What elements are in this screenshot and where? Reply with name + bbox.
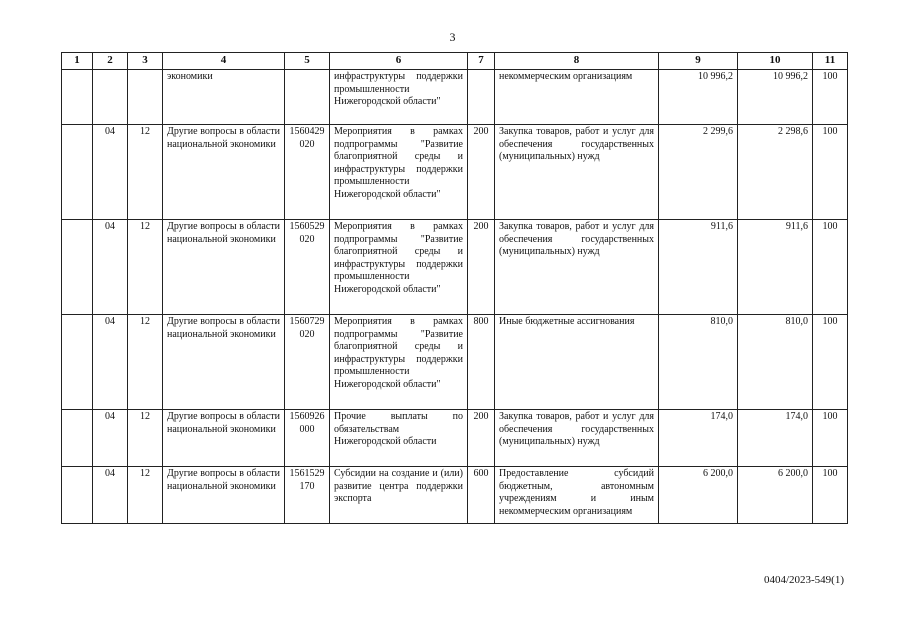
amount-planned-cell: 10 996,2: [659, 70, 738, 125]
page-number: 3: [449, 30, 456, 44]
amount-executed-cell: 810,0: [738, 315, 813, 410]
percent-cell: 100: [813, 315, 848, 410]
expense-type-name-cell: Иные бюджетные ассигнования: [495, 315, 659, 410]
section-cell: 04: [93, 410, 128, 467]
section-cell: 04: [93, 467, 128, 524]
expense-type-cell: [468, 70, 495, 125]
row-number-cell: [62, 220, 93, 315]
target-article-cell: 1560529020: [285, 220, 330, 315]
row-number-cell: [62, 410, 93, 467]
table-row: [62, 125, 848, 220]
expense-type-name-cell: Закупка товаров, работ и услуг для обеспечения государственных (муниципальных) нужд: [495, 220, 659, 315]
section-cell: 04: [93, 220, 128, 315]
column-header-2: 2: [93, 53, 128, 70]
section-name-cell: Другие вопросы в области национальной экономики: [163, 410, 285, 467]
column-header-7: 7: [468, 53, 495, 70]
article-name-cell: Мероприятия в рамках подпрограммы "Развитие благоприятной среды и инфраструктуры поддержки промышленности Нижегородской области": [330, 315, 468, 410]
subsection-cell: [128, 70, 163, 125]
row-number-cell: [62, 315, 93, 410]
amount-planned-cell: 911,6: [659, 220, 738, 315]
expense-type-cell: 200: [468, 125, 495, 220]
target-article-cell: [285, 70, 330, 125]
amount-planned-cell: 174,0: [659, 410, 738, 467]
expense-type-name-cell: Предоставление субсидий бюджетным, автономным учреждениям и иным некоммерческим организациям: [495, 467, 659, 524]
article-name-cell: Мероприятия в рамках подпрограммы "Развитие благоприятной среды и инфраструктуры поддержки промышленности Нижегородской области": [330, 220, 468, 315]
target-article-cell: 1561529170: [285, 467, 330, 524]
subsection-cell: 12: [128, 315, 163, 410]
percent-cell: 100: [813, 125, 848, 220]
expense-type-name-cell: Закупка товаров, работ и услуг для обеспечения государственных (муниципальных) нужд: [495, 410, 659, 467]
article-name-cell: Прочие выплаты по обязательствам Нижегородской области: [330, 410, 468, 467]
document-code: 0404/2023-549(1): [763, 574, 844, 586]
column-header-10: 10: [738, 53, 813, 70]
subsection-cell: 12: [128, 125, 163, 220]
target-article-cell: 1560729020: [285, 315, 330, 410]
amount-executed-cell: 6 200,0: [738, 467, 813, 524]
table-row: [62, 315, 848, 410]
expense-type-name-cell: Закупка товаров, работ и услуг для обеспечения государственных (муниципальных) нужд: [495, 125, 659, 220]
column-header-4: 4: [163, 53, 285, 70]
amount-planned-cell: 6 200,0: [659, 467, 738, 524]
column-header-8: 8: [495, 53, 659, 70]
column-header-5: 5: [285, 53, 330, 70]
expense-type-cell: 800: [468, 315, 495, 410]
subsection-cell: 12: [128, 220, 163, 315]
target-article-cell: 1560429020: [285, 125, 330, 220]
column-header-9: 9: [659, 53, 738, 70]
header-row: [62, 53, 848, 70]
row-number-cell: [62, 467, 93, 524]
amount-executed-cell: 10 996,2: [738, 70, 813, 125]
column-header-3: 3: [128, 53, 163, 70]
table-row: [62, 70, 848, 125]
amount-executed-cell: 2 298,6: [738, 125, 813, 220]
amount-executed-cell: 911,6: [738, 220, 813, 315]
expense-type-cell: 200: [468, 410, 495, 467]
article-name-cell: Мероприятия в рамках подпрограммы "Развитие благоприятной среды и инфраструктуры поддержки промышленности Нижегородской области": [330, 125, 468, 220]
section-cell: 04: [93, 125, 128, 220]
article-name-cell: инфраструктуры поддержки промышленности Нижегородской области": [330, 70, 468, 125]
percent-cell: 100: [813, 70, 848, 125]
row-number-cell: [62, 125, 93, 220]
column-header-11: 11: [813, 53, 848, 70]
section-name-cell: Другие вопросы в области национальной экономики: [163, 220, 285, 315]
row-number-cell: [62, 70, 93, 125]
budget-table: [61, 52, 848, 524]
table-row: [62, 467, 848, 524]
table-row: [62, 220, 848, 315]
section-cell: [93, 70, 128, 125]
column-header-6: 6: [330, 53, 468, 70]
section-name-cell: Другие вопросы в области национальной экономики: [163, 467, 285, 524]
section-name-cell: экономики: [163, 70, 285, 125]
amount-planned-cell: 810,0: [659, 315, 738, 410]
section-name-cell: Другие вопросы в области национальной экономики: [163, 125, 285, 220]
percent-cell: 100: [813, 467, 848, 524]
percent-cell: 100: [813, 410, 848, 467]
amount-executed-cell: 174,0: [738, 410, 813, 467]
subsection-cell: 12: [128, 467, 163, 524]
section-name-cell: Другие вопросы в области национальной экономики: [163, 315, 285, 410]
expense-type-cell: 600: [468, 467, 495, 524]
expense-type-name-cell: некоммерческим организациям: [495, 70, 659, 125]
article-name-cell: Субсидии на создание и (или) развитие центра поддержки экспорта: [330, 467, 468, 524]
percent-cell: 100: [813, 220, 848, 315]
amount-planned-cell: 2 299,6: [659, 125, 738, 220]
column-header-1: 1: [62, 53, 93, 70]
subsection-cell: 12: [128, 410, 163, 467]
target-article-cell: 1560926000: [285, 410, 330, 467]
table-row: [62, 410, 848, 467]
section-cell: 04: [93, 315, 128, 410]
expense-type-cell: 200: [468, 220, 495, 315]
